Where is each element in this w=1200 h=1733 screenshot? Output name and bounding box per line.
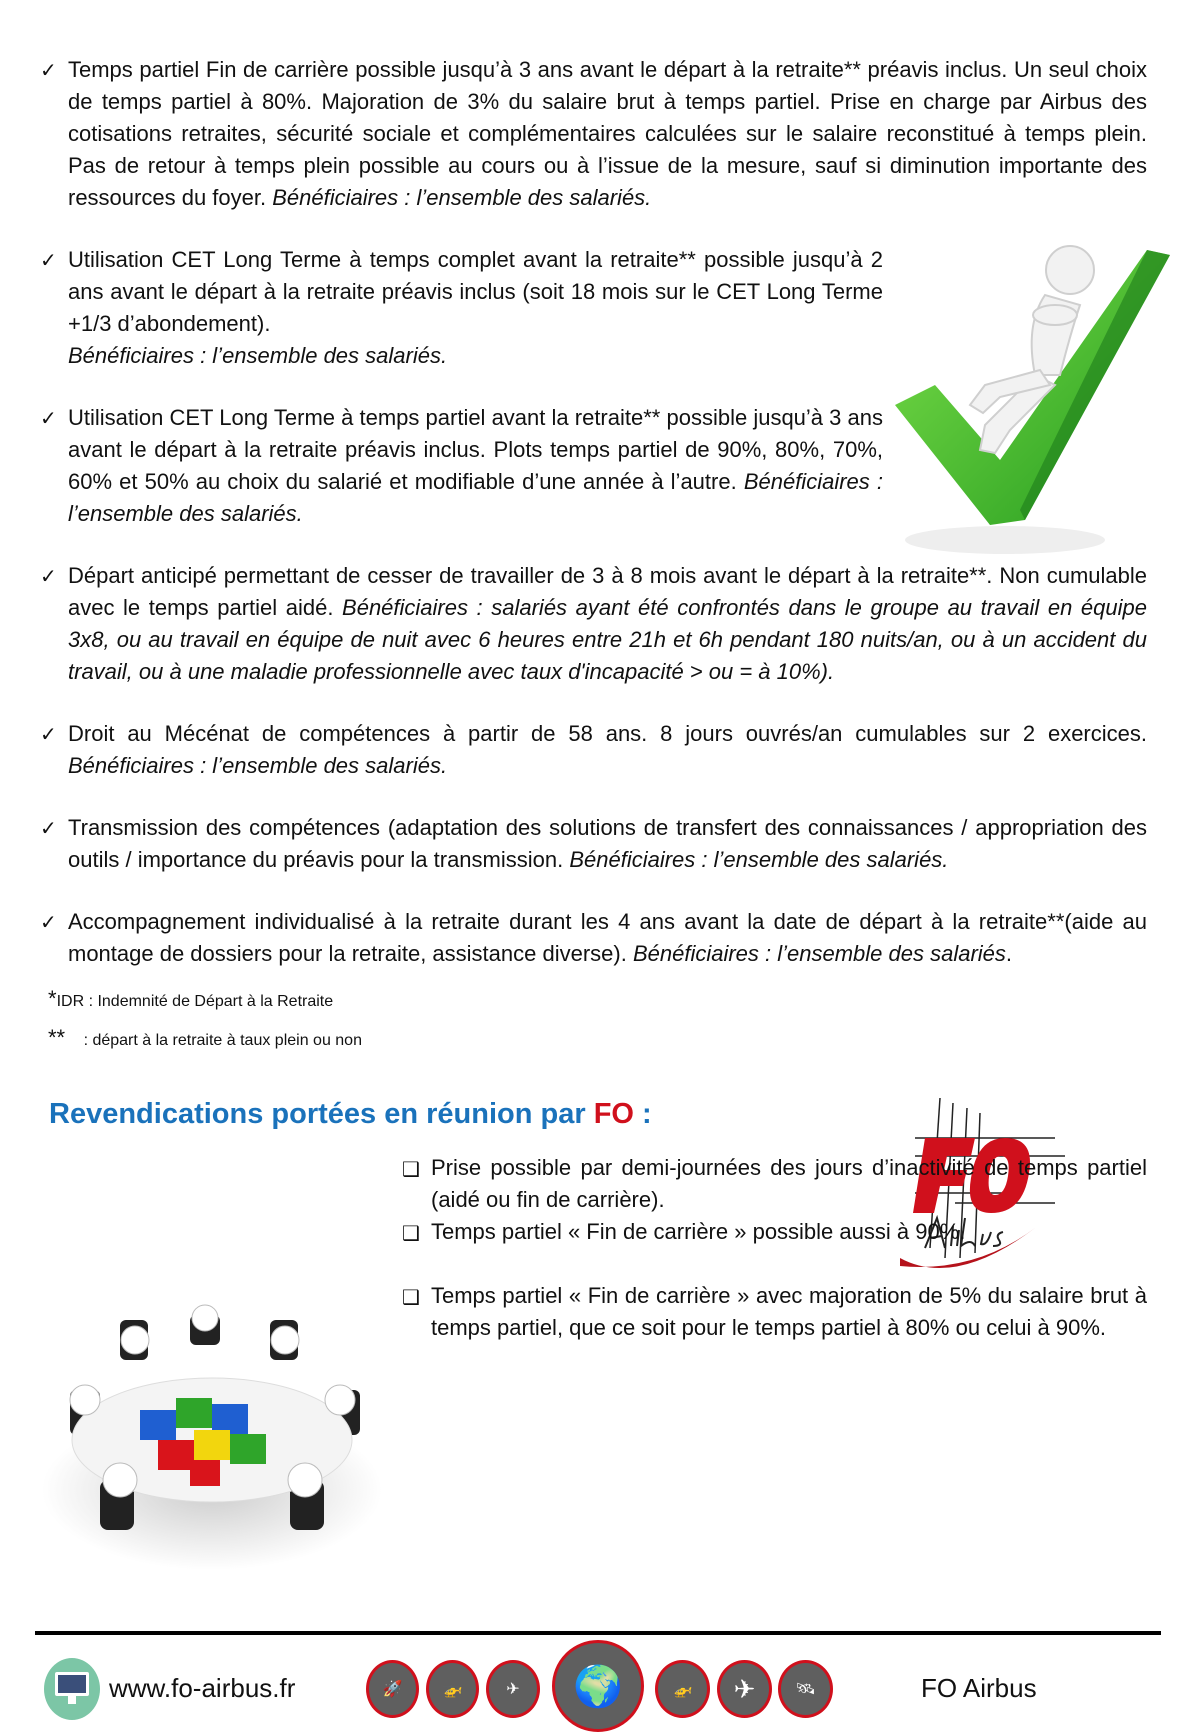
beneficiaries: Bénéficiaires : l’ensemble des salariés.: [569, 847, 949, 872]
request-text: Prise possible par demi-journées des jours d’inactivité de temps partiel (aidé ou fin de carrière).: [431, 1155, 1147, 1212]
request-majoration-5: [402, 1280, 1147, 1344]
bullet-text: Utilisation CET Long Terme à temps complet avant la retraite** possible jusqu’à 2 ans avant le départ à la retraite préavis inclus (soit 18 mois sur le CET Long Terme +1/3 d’abondement).: [68, 247, 883, 336]
footnote-idr: [48, 984, 1155, 1017]
helicopter-icon: 🚁: [426, 1660, 479, 1718]
bullet-transmission: [40, 812, 1147, 876]
footnote-retraite: [48, 1023, 1155, 1056]
check-icon: ✓: [40, 58, 57, 82]
bullet-temps-partiel-fin-carriere: [40, 54, 1147, 214]
beneficiaries: Bénéficiaires : l’ensemble des salariés.: [68, 753, 448, 778]
bullet-text: Utilisation CET Long Terme à temps partiel avant la retraite** possible jusqu’à 3 ans avant le départ à la retraite préavis inclus. Plots temps partiel de 90%, 80%, 70%, 60% et 50% au choix du salarié et modifiable d’une année à l’autre.: [68, 405, 883, 494]
heading-text: Revendications portées en réunion par: [49, 1098, 594, 1130]
rocket-icon: 🚀: [366, 1660, 419, 1718]
request-demi-journees: [402, 1152, 1147, 1216]
bullet-accompagnement: [40, 906, 1147, 970]
bullet-text: Accompagnement individualisé à la retraite durant les 4 ans avant la date de départ à la retraite**(aide au montage de dossiers pour la retraite, assistance diverse).: [68, 909, 1147, 966]
section-heading: [49, 1096, 729, 1132]
footnote-text: : départ à la retraite à taux plein ou non: [79, 1032, 362, 1049]
bullet-text: Droit au Mécénat de compétences à partir de 58 ans. 8 jours ouvrés/an cumulables sur 2 exercices.: [68, 721, 1147, 746]
monitor-icon: [44, 1658, 100, 1720]
beneficiaries: Bénéficiaires : l’ensemble des salariés.: [68, 343, 448, 368]
website-link[interactable]: www.fo-airbus.fr: [109, 1673, 296, 1703]
heading-colon: :: [633, 1098, 652, 1130]
check-icon: ✓: [40, 910, 57, 934]
bullet-cet-temps-complet: [40, 244, 883, 372]
airplane-icon: ✈: [717, 1660, 772, 1718]
bullet-text: Temps partiel Fin de carrière possible jusqu’à 3 ans avant le départ à la retraite** préavis inclus. Un seul choix de temps partiel à 80%. Majoration de 3% du salaire brut à temps partiel. Prise en charge par Airbus des cotisations retraites, sécurité sociale et complémentaires calculées sur le salaire reconstitué à temps plein. Pas de retour à temps plein possible au cours ou à l’issue de la mesure, sauf si diminution importante des ressources du foyer.: [68, 57, 1147, 210]
request-text: Temps partiel « Fin de carrière » possible aussi à 90%.: [431, 1219, 966, 1244]
beneficiaries: Bénéficiaires : salariés ayant été confrontés dans le groupe au travail en équipe 3x8, ou au travail en équipe de nuit avec 6 heures entre 21h et 6h pendant 180 nuits/an, ou à un accident du travail, ou à une maladie professionnelle avec taux d'incapacité > ou = à 10%).: [68, 595, 1147, 684]
bullet-text: Transmission des compétences (adaptation des solutions de transfert des connaissances / appropriation des outils / importance du préavis pour la transmission.: [68, 815, 1147, 872]
beneficiaries: Bénéficiaires : l’ensemble des salariés: [632, 941, 1006, 966]
satellite-icon: 🛰: [778, 1660, 833, 1718]
bullet-tail: .: [1005, 941, 1013, 966]
bullet-cet-temps-partiel: [40, 402, 883, 530]
beneficiaries: Bénéficiaires : l’ensemble des salariés.: [272, 185, 652, 210]
footnote-mark: *: [48, 986, 57, 1011]
bullet-text: Départ anticipé permettant de cesser de travailler de 3 à 8 mois avant le départ à la retraite**. Non cumulable avec le temps partiel aidé.: [68, 563, 1147, 620]
checkbox-bullet-icon: ❑: [402, 1221, 420, 1245]
helicopter-side-icon: 🚁: [655, 1660, 710, 1718]
aircraft-icon: ✈: [486, 1660, 540, 1718]
checkbox-bullet-icon: ❑: [402, 1157, 420, 1181]
check-icon: ✓: [40, 248, 57, 272]
request-text: Temps partiel « Fin de carrière » avec majoration de 5% du salaire brut à temps partiel, que ce soit pour le temps partiel à 80% ou celui à 90%.: [431, 1283, 1147, 1340]
footnote-mark: **: [48, 1025, 66, 1050]
checkbox-bullet-icon: ❑: [402, 1285, 420, 1309]
footer-divider: [35, 1631, 1161, 1635]
bullet-depart-anticipe: [40, 560, 1147, 688]
check-icon: ✓: [40, 406, 57, 430]
bullet-mecenat: [40, 718, 1147, 782]
request-temps-partiel-90: [402, 1216, 1147, 1248]
beneficiaries: Bénéficiaires : l’ensemble des salariés.: [68, 469, 883, 526]
check-icon: ✓: [40, 722, 57, 746]
content-column: [40, 54, 1147, 1344]
globe-icon: 🌍: [552, 1640, 644, 1732]
check-icon: ✓: [40, 816, 57, 840]
footnote-text: IDR : Indemnité de Départ à la Retraite: [56, 993, 334, 1010]
heading-fo: FO: [593, 1098, 634, 1130]
check-icon: ✓: [40, 564, 57, 588]
footer-brand: FO Airbus: [921, 1673, 1037, 1703]
